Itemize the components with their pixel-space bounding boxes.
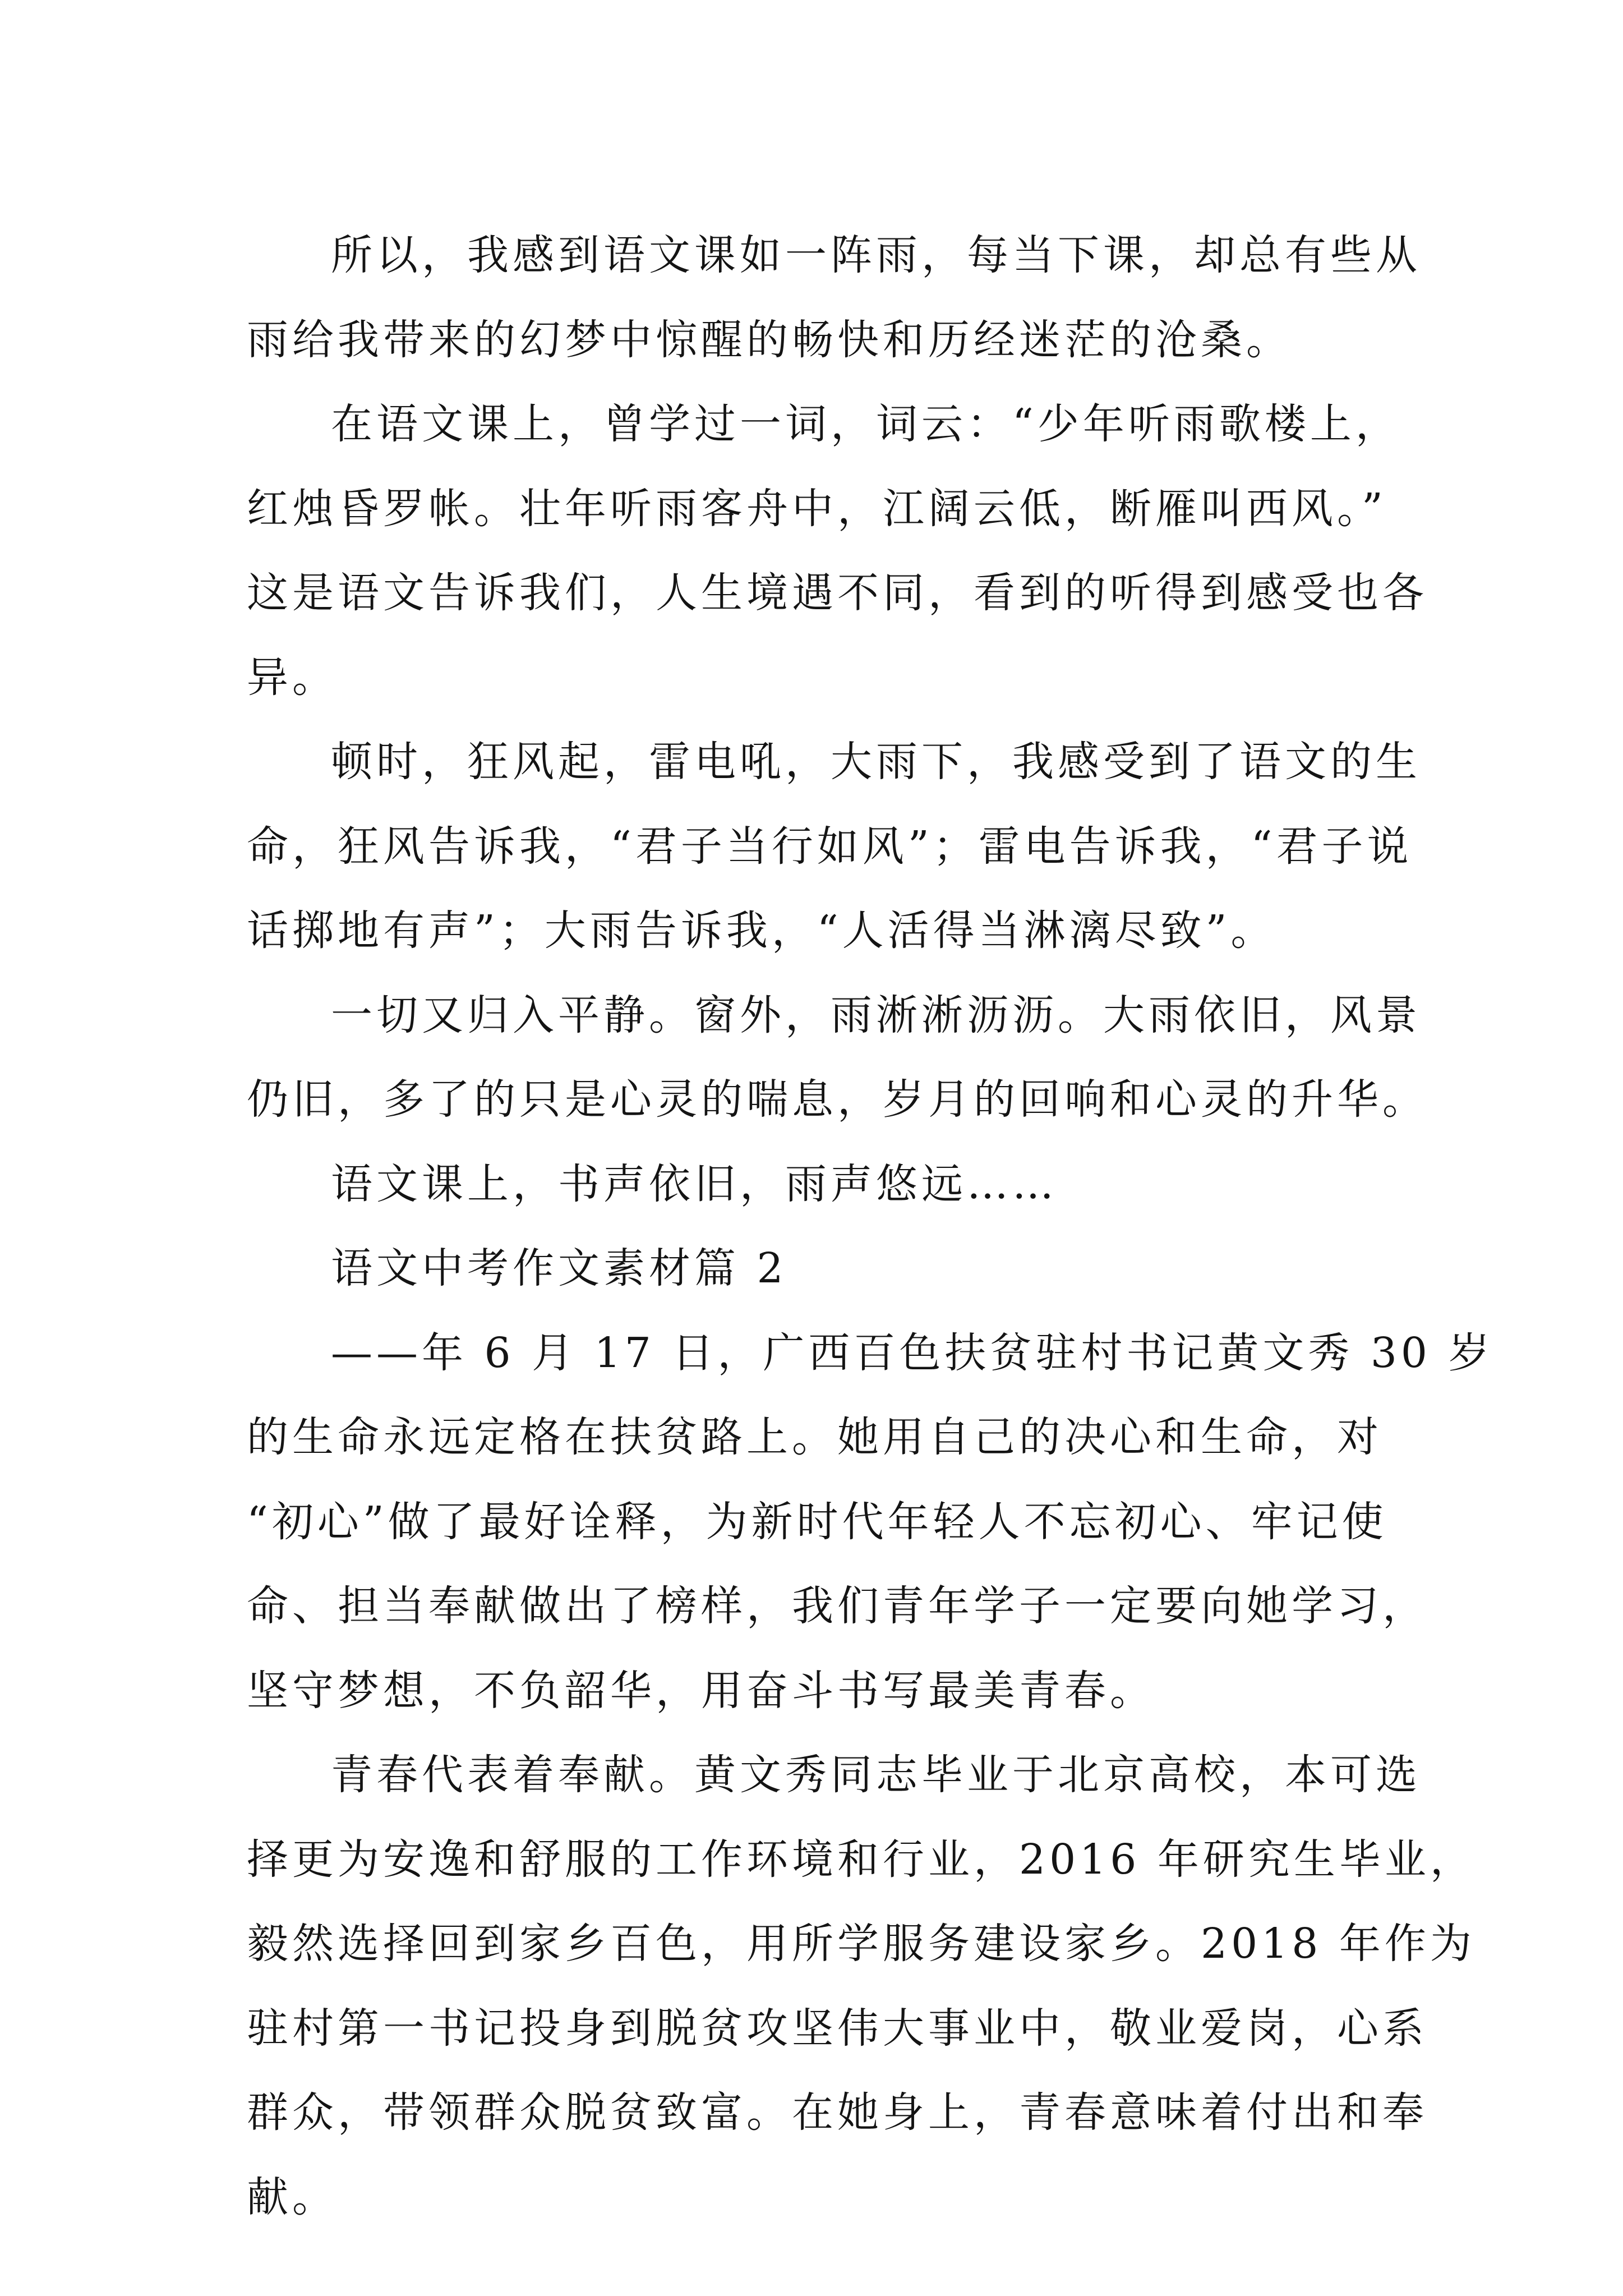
document-body: [247, 213, 1494, 2239]
text-line: 红烛昏罗帐。壮年听雨客舟中，江阔云低，断雁叫西风。”: [247, 484, 1387, 533]
text-line: “初心”做了最好诠释，为新时代年轻人不忘初心、牢记使: [247, 1497, 1387, 1546]
text-line: 献。: [247, 2173, 338, 2221]
text-line: 异。: [247, 653, 338, 702]
text-line: 驻村第一书记投身到脱贫攻坚伟大事业中，敬业爱岗，心系: [247, 2004, 1428, 2053]
text-line: 这是语文告诉我们，人生境遇不同，看到的听得到感受也各: [247, 569, 1428, 617]
text-line: 一切又归入平静。窗外，雨淅淅沥沥。大雨依旧，风景: [331, 991, 1421, 1039]
text-line: 命、担当奉献做出了榜样，我们青年学子一定要向她学习，: [247, 1582, 1428, 1630]
text-line: 语文课上，书声依旧，雨声悠远……: [331, 1159, 1058, 1208]
text-line: 的生命永远定格在扶贫路上。她用自己的决心和生命，对: [247, 1413, 1382, 1461]
text-line: 群众，带领群众脱贫致富。在她身上，青春意味着付出和奉: [247, 2088, 1428, 2137]
text-line: 青春代表着奉献。黄文秀同志毕业于北京高校，本可选: [331, 1751, 1421, 1799]
text-line: 命，狂风告诉我，“君子当行如风”；雷电告诉我，“君子说: [247, 822, 1413, 871]
text-line: 顿时，狂风起，雷电吼，大雨下，我感受到了语文的生: [331, 738, 1421, 786]
text-line: 毅然选择回到家乡百色，用所学服务建设家乡。2018 年作为: [247, 1920, 1476, 1968]
text-line: ——年 6 月 17 日，广西百色扶贫驻村书记黄文秀 30 岁: [331, 1328, 1494, 1377]
text-line: 话掷地有声”；大雨告诉我，“人活得当淋漓尽致”。: [247, 907, 1276, 955]
text-line: 在语文课上，曾学过一词，词云：“少年听雨歌楼上，: [331, 400, 1401, 448]
text-line: 所以，我感到语文课如一阵雨，每当下课，却总有些从: [331, 231, 1421, 279]
text-line: 坚守梦想，不负韶华，用奋斗书写最美青春。: [247, 1666, 1155, 1715]
text-line: 仍旧，多了的只是心灵的喘息，岁月的回响和心灵的升华。: [247, 1075, 1428, 1124]
text-line: 择更为安逸和舒服的工作环境和行业，2016 年研究生毕业，: [247, 1835, 1476, 1884]
text-line: 雨给我带来的幻梦中惊醒的畅快和历经迷茫的沧桑。: [247, 315, 1292, 364]
section-heading: 语文中考作文素材篇 2: [331, 1244, 787, 1292]
